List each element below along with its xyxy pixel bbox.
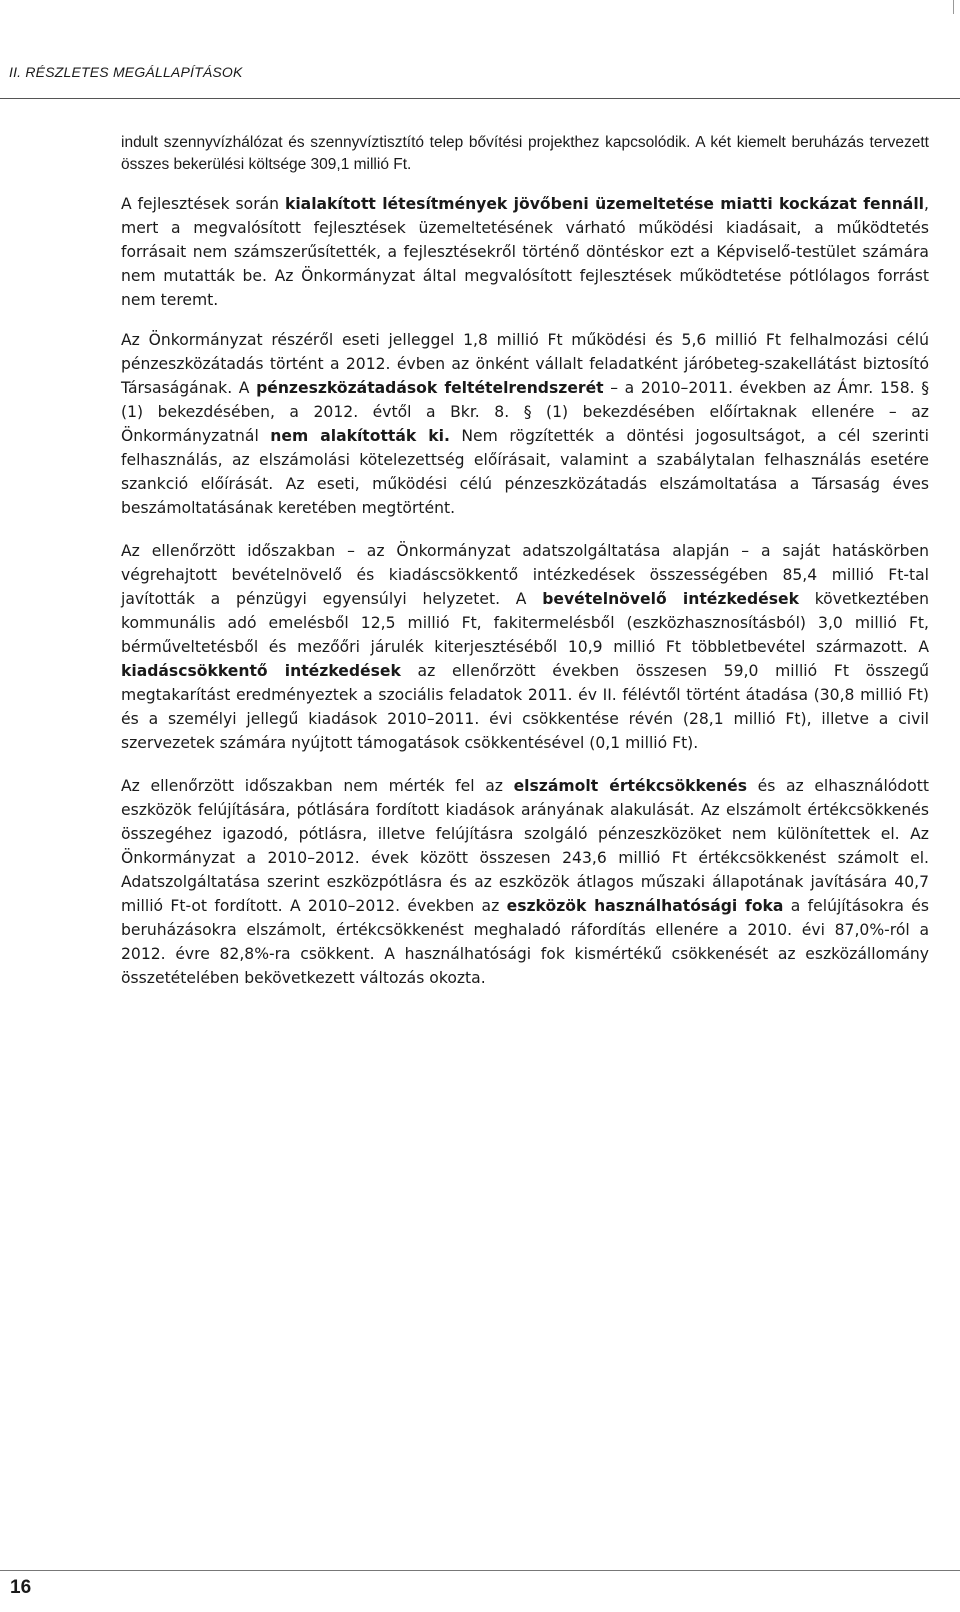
footer-divider bbox=[0, 1570, 960, 1571]
text-run: Az ellenőrzött időszakban nem mérték fel az bbox=[121, 777, 514, 795]
bold-run: elszámolt értékcsökkenés bbox=[513, 777, 748, 795]
text-run: a felújításokra és beruházásokra elszámolt, értékcsökkenést meghaladó ráfordítás ellenére a 2010. évi 87,0%-ról a 2012. évre 82,8%-ra csökkent. A használhatósági fok kismértékű csökkenését az eszközállomány összetételében bekövetkezett változás okozta. bbox=[121, 897, 929, 987]
document-body bbox=[121, 132, 929, 990]
text-run: Az Önkormányzat részéről eseti jelleggel 1,8 millió Ft működési és 5,6 millió Ft felhalmozási célú pénzeszközátadás történt a 2012. évben az önként vállalt feladatként járóbeteg-szakellátást biztosító Társaságának. A bbox=[121, 331, 929, 397]
text-run: A fejlesztések során bbox=[121, 195, 285, 213]
bold-run: nem alakították ki. bbox=[270, 427, 450, 445]
bold-run: pénzeszközátadások feltételrendszerét bbox=[256, 379, 604, 397]
bold-run: bevételnövelő intézkedések bbox=[542, 590, 799, 608]
text-run: Az ellenőrzött időszakban – az Önkormányzat adatszolgáltatása alapján – a saját hatáskörben végrehajtott bevételnövelő és kiadáscsökkentő intézkedések összességében 85,4 millió Ft-tal javították a pénzügyi egyensúlyi helyzetet. A bbox=[121, 542, 929, 608]
header-divider bbox=[0, 98, 960, 99]
text-run: és az elhasználódott eszközök felújítására, pótlására fordított kiadások arányának alakulását. Az elszámolt értékcsökkenés összegéhez igazodó, pótlásra, illetve felújításra szolgáló pénzeszközöket nem különítettek el. Az Önkormányzat a 2010–2012. évek között összesen 243,6 millió Ft értékcsökkenést számolt el. Adatszolgáltatása szerint eszközpótlásra és az eszközök átlagos műszaki állapotának javítására 40,7 millió Ft-ot fordított. A 2010–2012. években az bbox=[121, 777, 929, 915]
text-run: következtében kommunális adó emelésből 12,5 millió Ft, fakitermelésből (eszközhasznosításból) 3,0 millió Ft, bérműveltetésből és mezőőri járulék kiterjesztéséből 10,9 millió Ft többletbevétel származott. A bbox=[121, 590, 929, 656]
paragraph-depreciation bbox=[121, 774, 929, 990]
bold-run: eszközök használhatósági foka bbox=[506, 897, 784, 915]
section-header: II. RÉSZLETES MEGÁLLAPÍTÁSOK bbox=[9, 64, 243, 80]
text-run: az ellenőrzött években összesen 59,0 millió Ft összegű megtakarítást eredményeztek a szociális feladatok 2011. év II. félévtől történt átadása (30,8 millió Ft) és a személyi jellegű kiadások 2010–2011. évi csökkentése révén (28,1 millió Ft), illetve a civil szervezetek számára nyújtott támogatások csökkentésével (0,1 millió Ft). bbox=[121, 662, 929, 752]
bold-run: kialakított létesítmények jövőbeni üzemeltetése miatti kockázat fennáll bbox=[284, 195, 925, 213]
bold-run: kiadáscsökkentő intézkedések bbox=[121, 662, 401, 680]
paragraph-measures bbox=[121, 539, 929, 755]
intro-paragraph: indult szennyvízhálózat és szennyvíztisztító telep bővítési projekthez kapcsolódik. A két kiemelt beruházás tervezett összes bekerülési költsége 309,1 millió Ft. bbox=[121, 134, 929, 173]
paragraph-fund-transfers bbox=[121, 328, 929, 520]
scan-corner-mark bbox=[953, 0, 954, 14]
text-run: Nem rögzítették a döntési jogosultságot, a cél szerinti felhasználás, az elszámolási kötelezettség előírásait, valamint a szabálytalan felhasználás esetére szankció előírását. Az eseti, működési célú pénzeszközátadás elszámoltatása a Társaság éves beszámoltatásának keretében megtörtént. bbox=[121, 427, 929, 517]
text-run: , mert a megvalósított fejlesztések üzemeltetésének várható működési kiadásait, a működtetés forrásait nem számszerűsítették, a fejlesztésekről történő döntéskor ezt a Képviselő-testület számára nem mutatták be. Az Önkormányzat által megvalósított fejlesztések működtetése pótlólagos forrást nem teremt. bbox=[121, 195, 929, 309]
text-run: – a 2010–2011. években az Ámr. 158. § (1) bekezdésében, a 2012. évtől a Bkr. 8. § (1) bekezdésében előírtaknak ellenére – az Önkormányzatnál bbox=[121, 379, 929, 445]
paragraph-development-risk bbox=[121, 192, 929, 312]
page-number: 16 bbox=[10, 1577, 32, 1598]
